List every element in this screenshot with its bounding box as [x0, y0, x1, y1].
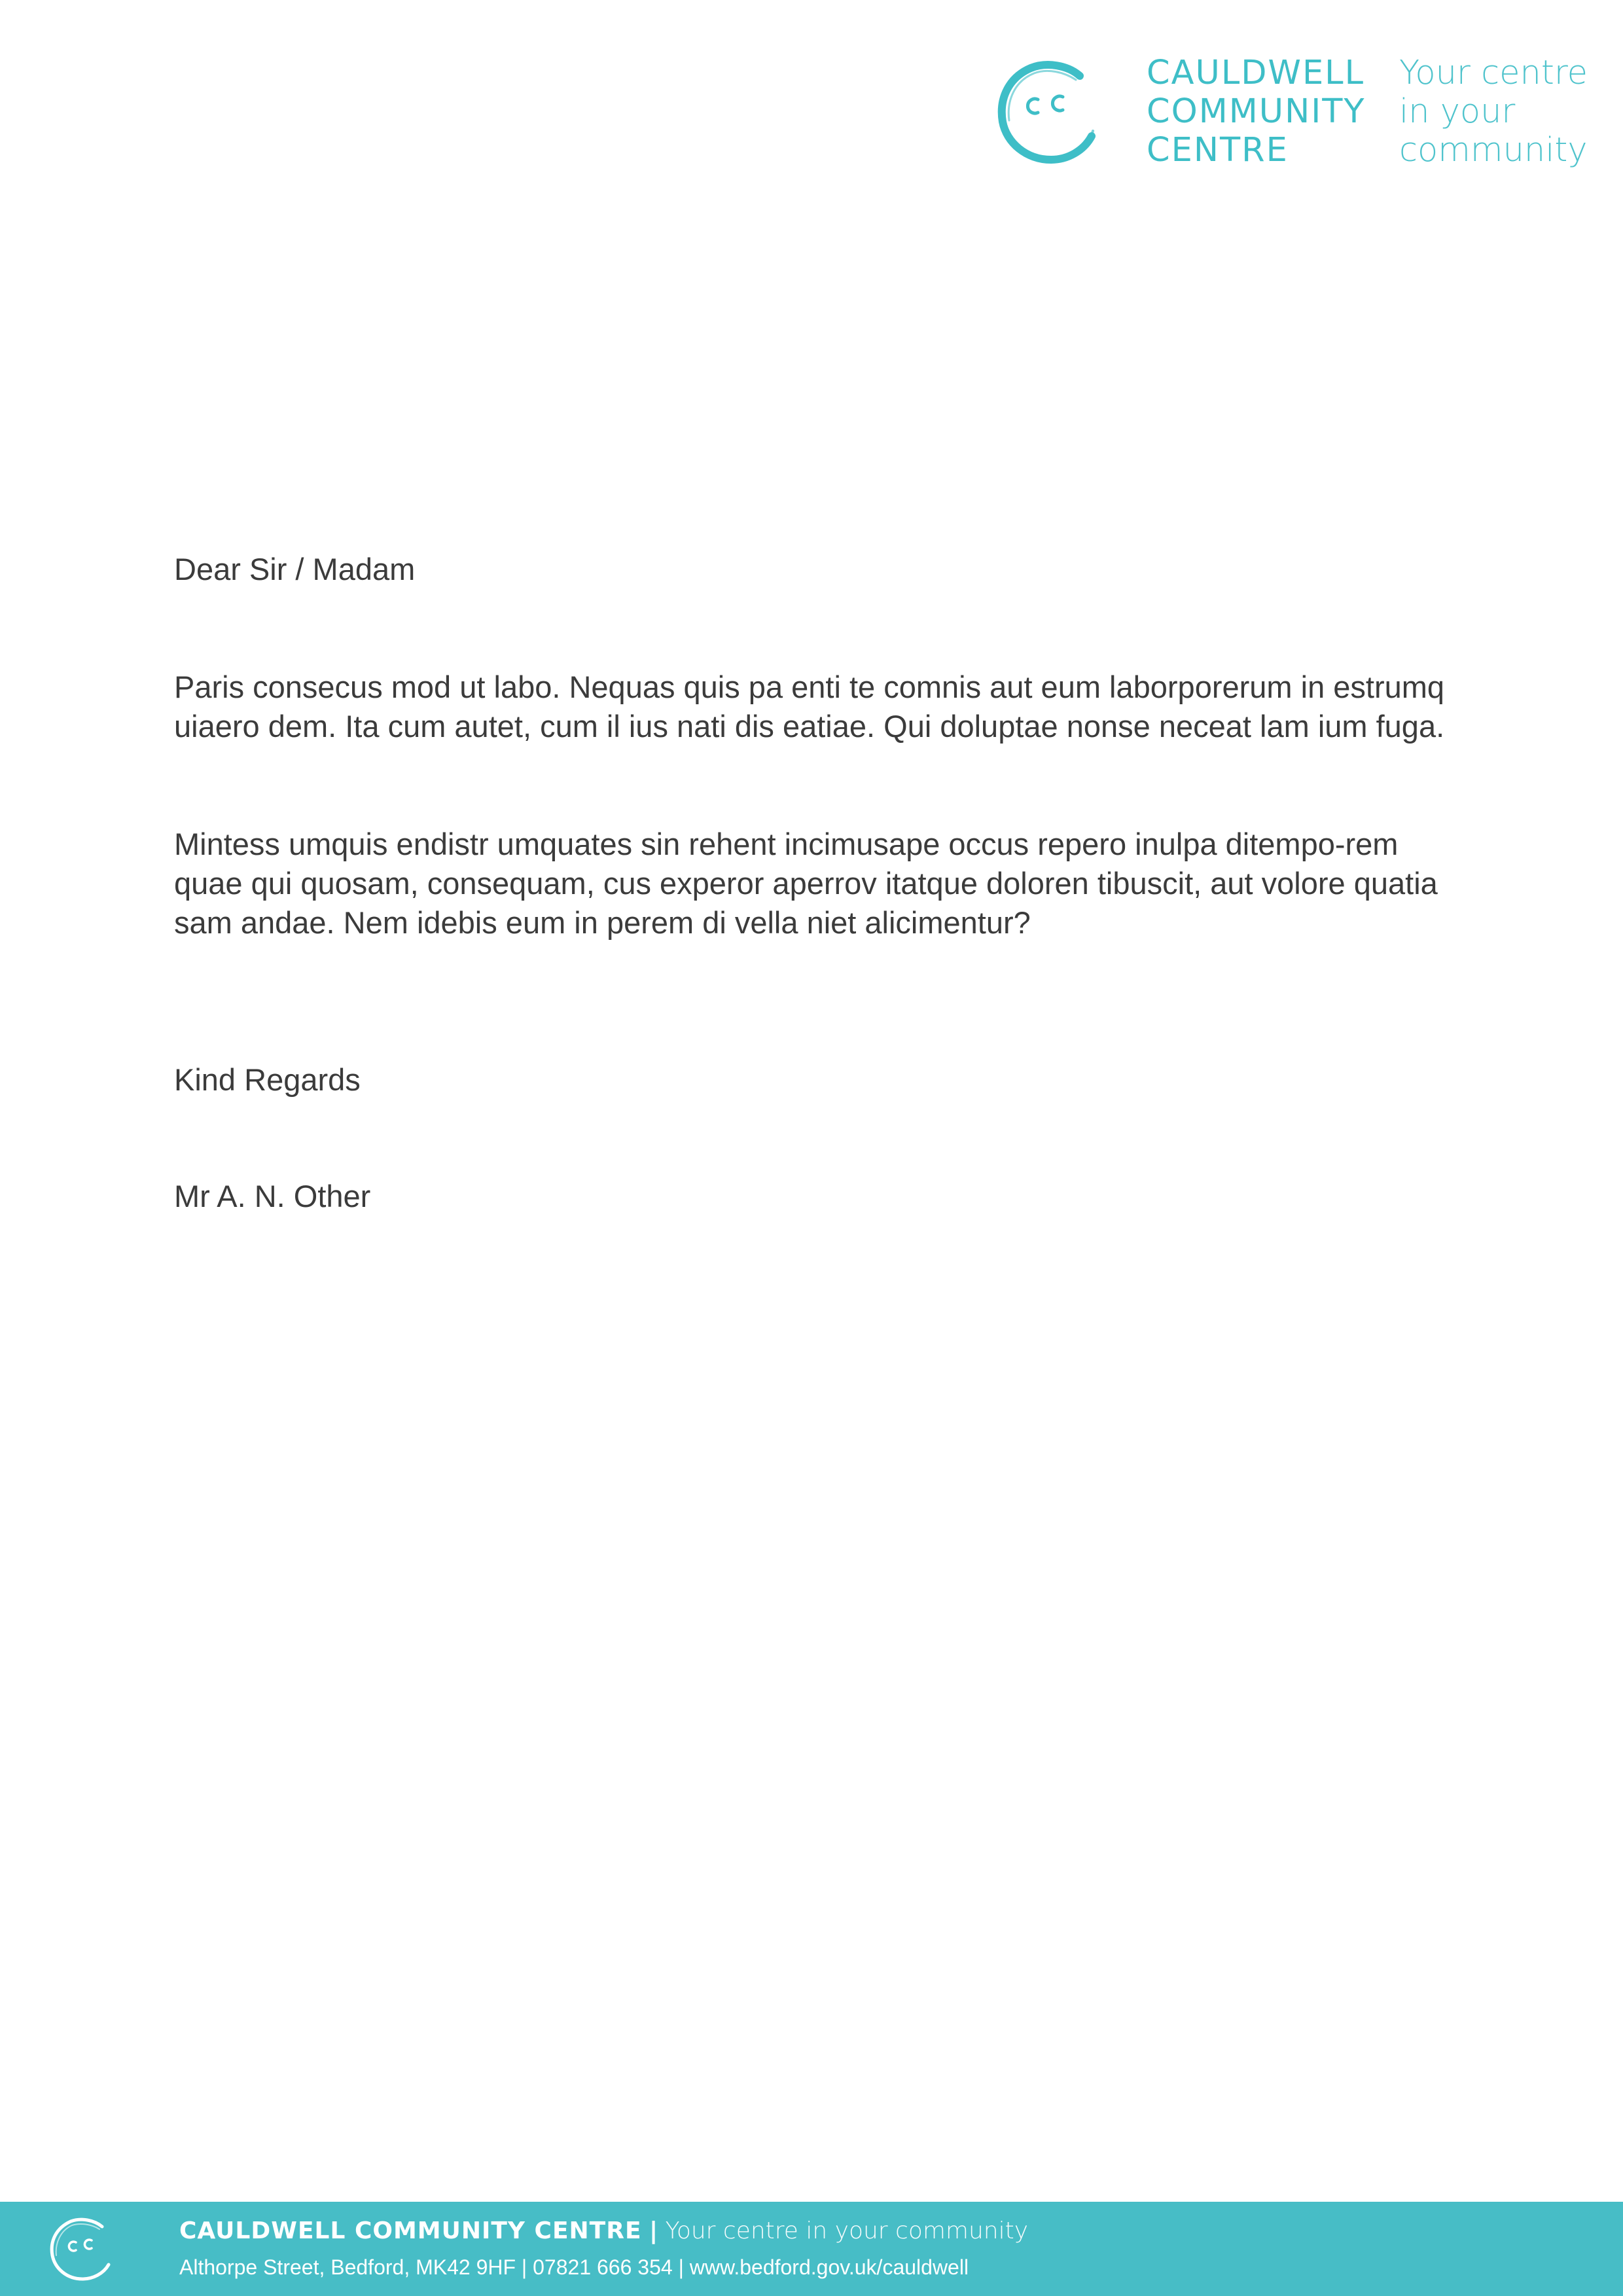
- cc-circle-logo-icon: [995, 58, 1103, 166]
- letter-body: [174, 550, 1457, 1216]
- cc-circle-logo-icon: [47, 2215, 115, 2283]
- salutation: Dear Sir / Madam: [174, 552, 416, 586]
- footer-separator: |: [649, 2217, 658, 2244]
- signature: Mr A. N. Other: [174, 1179, 371, 1213]
- brand-tagline-line: in your: [1399, 92, 1516, 131]
- footer-tagline: Your centre in your community: [665, 2217, 1029, 2244]
- brand-tagline-line: Your centre: [1399, 54, 1588, 92]
- brand-tagline-line: community: [1399, 131, 1588, 170]
- footer-title-line: [179, 2216, 1028, 2246]
- brand-name: [1147, 54, 1369, 170]
- brand-name-line: COMMUNITY: [1147, 92, 1366, 131]
- letterhead-footer: [0, 2202, 1623, 2296]
- brand-tagline: [1399, 54, 1609, 170]
- brand-name-line: CAULDWELL: [1147, 54, 1364, 92]
- letterhead-header: [995, 46, 1597, 183]
- footer-contact: Althorpe Street, Bedford, MK42 9HF | 07821 666 354 | www.bedford.gov.uk/cauldwell: [179, 2255, 969, 2279]
- body-paragraph: Paris consecus mod ut labo. Nequas quis pa enti te comnis aut eum laborporerum in estrumq uiaero dem. Ita cum autet, cum il ius nati dis eatiae. Qui doluptae nonse neceat lam ium fuga.: [174, 670, 1445, 744]
- closing: Kind Regards: [174, 1062, 361, 1097]
- footer-org-name: CAULDWELL COMMUNITY CENTRE: [179, 2217, 642, 2244]
- brand-name-line: CENTRE: [1147, 131, 1289, 170]
- body-paragraph: Mintess umquis endistr umquates sin rehent incimusape occus repero inulpa ditempo-rem quae qui quosam, consequam, cus experor aperrov itatque doloren tibuscit, aut volore quatia sam andae. Nem idebis eum in perem di vella niet alicimentur?: [174, 827, 1438, 940]
